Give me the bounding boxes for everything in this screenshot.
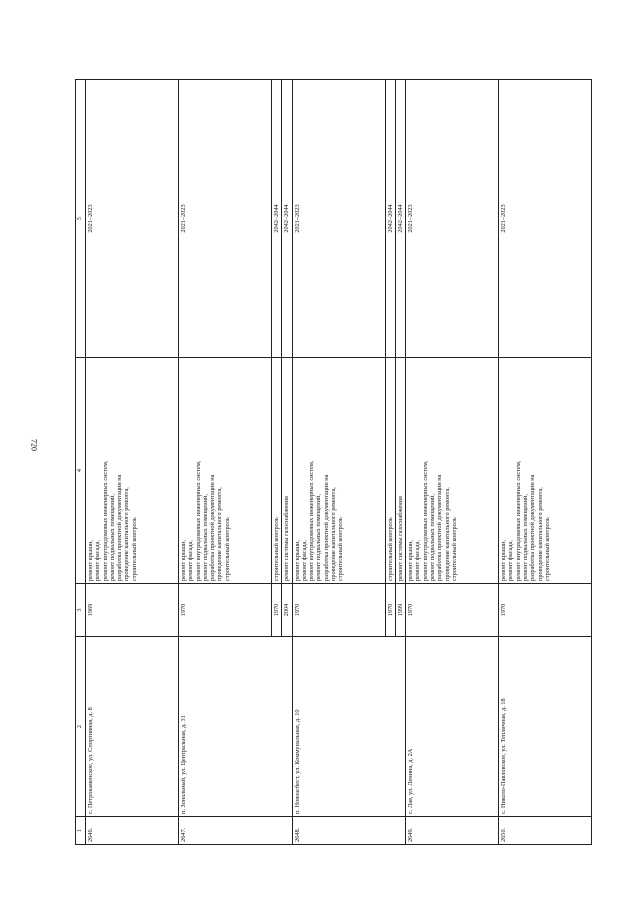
row-number-cell: 2649. — [406, 817, 499, 845]
works-cell — [282, 358, 292, 584]
work-item: строительный контроль — [386, 517, 394, 581]
work-item: проведение капитального ремонта, — [443, 487, 451, 581]
work-item: ремонт фасада, — [414, 540, 422, 581]
work-item: ремонт системы газоснабжения — [396, 496, 404, 581]
header-cell-period: 5 — [76, 80, 86, 358]
works-cell — [292, 358, 385, 584]
header-cell-works: 4 — [76, 358, 86, 584]
row-number-cell: 2648. — [292, 817, 406, 845]
period-cell: 2021–2023 — [499, 80, 592, 358]
work-item: ремонт подвальных помещений, — [108, 494, 116, 581]
work-item: разработка проектной документации на — [116, 474, 124, 581]
work-item: строительный контроль — [273, 517, 280, 581]
work-item: ремонт крыши, — [180, 539, 187, 581]
header-cell-year: 3 — [76, 584, 86, 637]
works-cell — [385, 358, 395, 584]
table-row — [406, 80, 499, 845]
year-cell: 1999 — [395, 584, 405, 637]
header-row — [76, 80, 86, 845]
table-row — [499, 80, 592, 845]
work-item: строительный контроль — [450, 517, 458, 581]
work-item: ремонт подвальных помещений, — [429, 494, 437, 581]
work-item: строительный контроль — [543, 517, 551, 581]
period-cell: 2042–2044 — [395, 80, 405, 358]
works-cell — [86, 358, 179, 584]
year-cell: 2004 — [282, 584, 292, 637]
table-body — [86, 80, 592, 845]
address-cell: п. Новоасбест, ул. Коммунальная, д. 10 — [292, 637, 406, 817]
work-item: строительный контроль — [223, 517, 231, 581]
works-cell — [272, 358, 282, 584]
work-item: разработка проектной документации на — [209, 474, 217, 581]
address-cell: п. Зональный, ул. Центральная, д. 31 — [179, 637, 293, 817]
work-item: ремонт крыши, — [500, 539, 508, 581]
work-item: разработка проектной документации на — [529, 474, 537, 581]
address-cell: с. Николо-Павловское, ул. Тепличная, д. 18 — [499, 637, 592, 817]
works-cell — [179, 358, 272, 584]
period-cell: 2021–2023 — [179, 80, 272, 358]
work-item: ремонт внутридомовых инженерных систем, — [101, 460, 109, 581]
work-item: строительный контроль — [337, 517, 345, 581]
period-cell: 2042–2044 — [385, 80, 395, 358]
works-cell — [395, 358, 405, 584]
work-item: ремонт подвальных помещений, — [315, 494, 323, 581]
table-row — [179, 80, 272, 845]
row-number-cell: 2650. — [499, 817, 592, 845]
work-item: проведение капитального ремонта, — [123, 487, 131, 581]
work-item: ремонт подвальных помещений, — [201, 494, 209, 581]
work-item: ремонт крыши, — [407, 539, 415, 581]
year-cell: 1970 — [272, 584, 282, 637]
period-cell: 2021–2023 — [292, 80, 385, 358]
works-cell — [499, 358, 592, 584]
work-item: проведение капитального ремонта, — [216, 487, 224, 581]
table-row — [292, 80, 385, 845]
header-cell-number: 1 — [76, 817, 86, 845]
year-cell: 1970 — [499, 584, 592, 637]
work-item: строительный контроль — [130, 517, 138, 581]
table-row — [86, 80, 179, 845]
work-item: проведение капитального ремонта, — [536, 487, 544, 581]
row-number-cell: 2646. — [86, 817, 179, 845]
page-number: 720 — [29, 439, 39, 451]
work-item: ремонт фасада, — [94, 540, 102, 581]
work-item: ремонт фасада, — [507, 540, 515, 581]
year-cell: 1970 — [385, 584, 395, 637]
period-cell: 2042–2044 — [282, 80, 292, 358]
year-cell: 1970 — [179, 584, 272, 637]
header-cell-address: 2 — [76, 637, 86, 817]
period-cell: 2042–2044 — [272, 80, 282, 358]
work-item: ремонт фасада, — [187, 540, 195, 581]
work-item: ремонт подвальных помещений, — [522, 494, 530, 581]
work-item: разработка проектной документации на — [322, 474, 330, 581]
address-cell: с. Петрокаменское, ул. Спортивная, д. 8 — [86, 637, 179, 817]
work-item: ремонт системы газоснабжения — [283, 496, 291, 581]
work-item: ремонт крыши, — [87, 539, 94, 581]
work-item: ремонт крыши, — [293, 539, 301, 581]
work-item: ремонт внутридомовых инженерных систем, — [514, 460, 522, 581]
year-cell: 1969 — [86, 584, 179, 637]
year-cell: 1970 — [292, 584, 385, 637]
works-cell — [406, 358, 499, 584]
work-item: ремонт внутридомовых инженерных систем, — [194, 460, 202, 581]
repair-schedule-table — [75, 79, 592, 845]
work-item: ремонт внутридомовых инженерных систем, — [308, 460, 316, 581]
work-item: разработка проектной документации на — [436, 474, 444, 581]
work-item: проведение капитального ремонта, — [330, 487, 338, 581]
row-number-cell: 2647. — [179, 817, 293, 845]
period-cell: 2021–2023 — [86, 80, 179, 358]
period-cell: 2021–2023 — [406, 80, 499, 358]
rotated-table-container — [75, 80, 600, 845]
year-cell: 1970 — [406, 584, 499, 637]
work-item: ремонт фасада, — [300, 540, 308, 581]
address-cell: с. Лая, ул. Ленина, д. 2А — [406, 637, 499, 817]
work-item: ремонт внутридомовых инженерных систем, — [421, 460, 429, 581]
